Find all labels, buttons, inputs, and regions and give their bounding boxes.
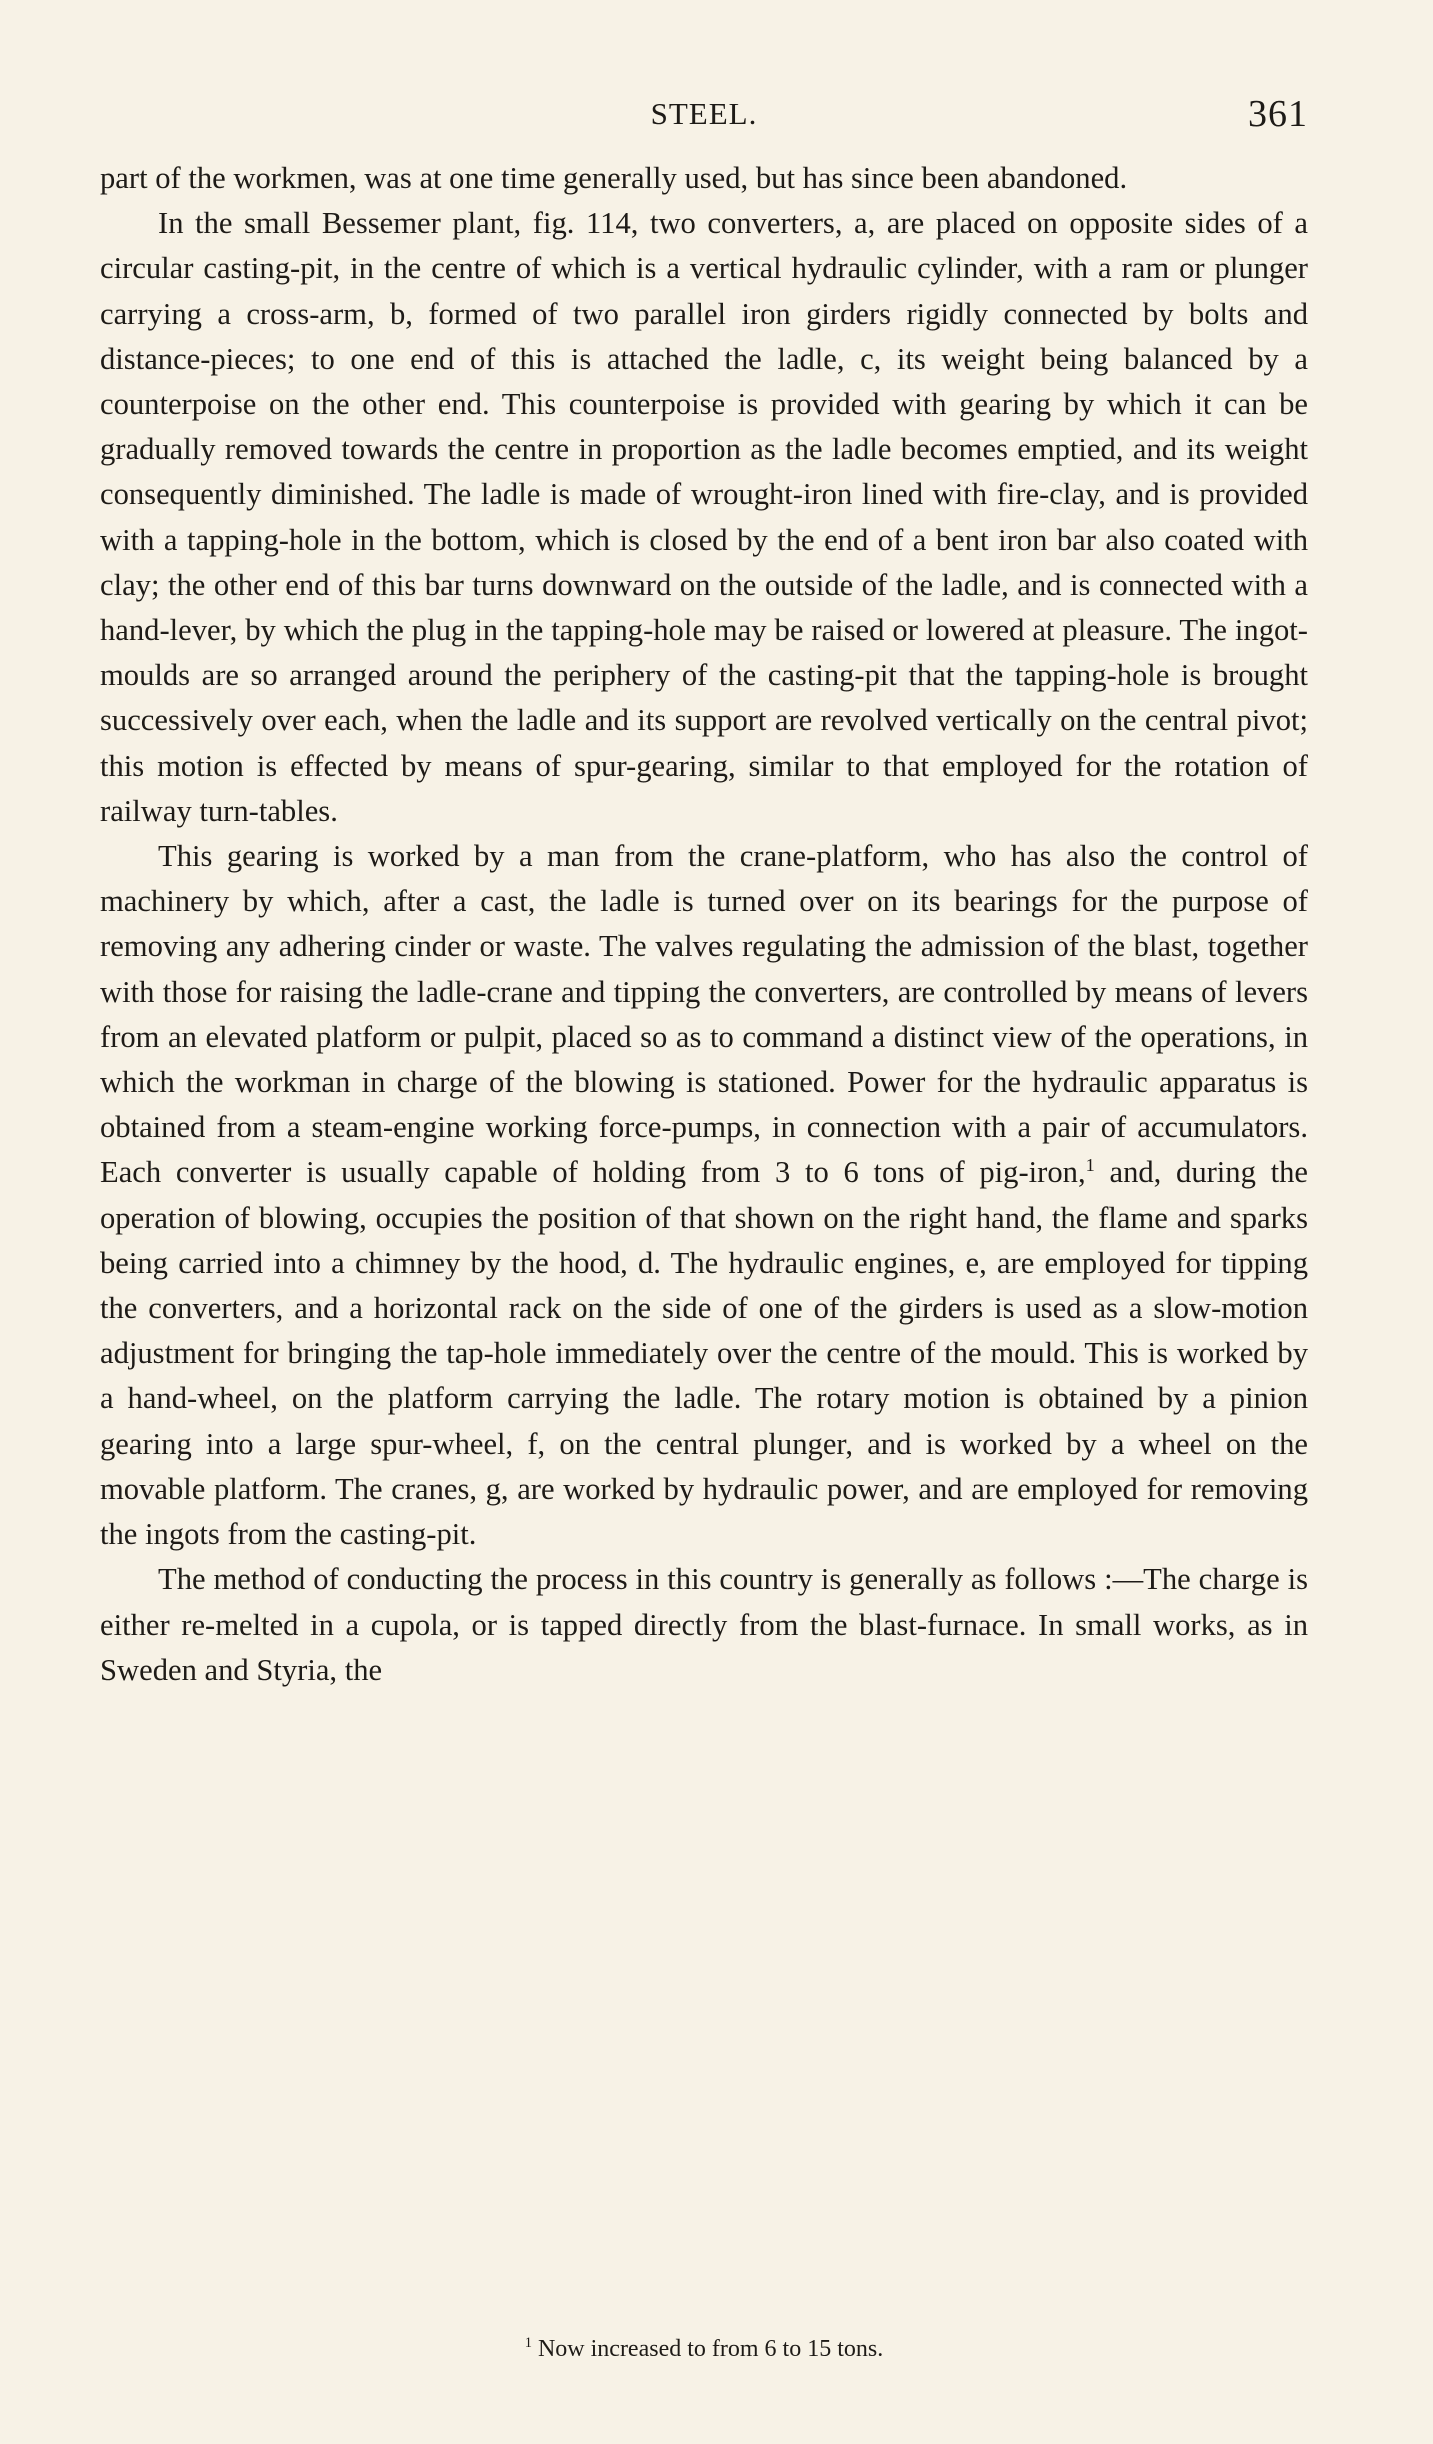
paragraph-gearing: [100, 834, 1308, 1557]
paragraph-gearing-part-1: This gearing is worked by a man from the crane-platform, who has also the control of machinery by which, after a cast, the ladle is turned over on its bearings for the purpose of removing any adhering cinder or waste. The valves regulating the admission of the blast, together with those for raising the ladle-crane and tipping the converters, are controlled by means of levers from an elevated platform or pulpit, placed so as to command a distinct view of the operations, in which the workman in charge of the blowing is stationed. Power for the hydraulic apparatus is obtained from a steam-engine working force-pumps, in connection with a pair of accumulators. Each converter is usually capable of holding from 3 to 6 tons of pig-iron,: [100, 839, 1308, 1190]
footnote-reference[interactable]: 1: [1085, 1155, 1095, 1176]
paragraph-gearing-part-2: and, during the operation of blowing, occupies the position of that shown on the right hand, the flame and sparks being carried into a chimney by the hood, d. The hydraulic engines, e, are employed for tipping the converters, and a horizontal rack on the side of one of the girders is used as a slow-motion adjustment for bringing the tap-hole immediately over the centre of the mould. This is worked by a hand-wheel, on the platform carrying the ladle. The rotary motion is obtained by a pinion gearing into a large spur-wheel, f, on the central plunger, and is worked by a wheel on the movable platform. The cranes, g, are worked by hydraulic power, and are employed for removing the ingots from the casting-pit.: [100, 1155, 1308, 1552]
running-title: STEEL.: [650, 96, 758, 131]
footnote: [100, 2336, 1308, 2363]
paragraph-continued: part of the workmen, was at one time generally used, but has since been abandoned.: [100, 161, 1128, 195]
footnote-marker: 1: [524, 2335, 532, 2351]
body-text: [100, 156, 1308, 1693]
page-number: 361: [1248, 93, 1308, 135]
paragraph-bessemer-plant: In the small Bessemer plant, fig. 114, two converters, a, are placed on opposite sides of a circular casting-pit, in the centre of which is a vertical hydraulic cylinder, with a ram or plunger carrying a cross-arm, b, formed of two parallel iron girders rigidly connected by bolts and distance-pieces; to one end of this is attached the ladle, c, its weight being balanced by a counterpoise on the other end. This counterpoise is provided with gearing by which it can be gradually removed towards the centre in proportion as the ladle becomes emptied, and its weight consequently diminished. The ladle is made of wrought-iron lined with fire-clay, and is provided with a tapping-hole in the bottom, which is closed by the end of a bent iron bar also coated with clay; the other end of this bar turns downward on the outside of the ladle, and is connected with a hand-lever, by which the plug in the tapping-hole may be raised or lowered at pleasure. The ingot-moulds are so arranged around the periphery of the casting-pit that the tapping-hole is brought successively over each, when the ladle and its support are revolved vertically on the central pivot; this motion is effected by means of spur-gearing, similar to that employed for the rotation of railway turn-tables.: [100, 206, 1308, 828]
paragraph-method: The method of conducting the process in this country is generally as follows :—The charge is either re-melted in a cupola, or is tapped directly from the blast-furnace. In small works, as in Sweden and Styria, the: [100, 1562, 1308, 1687]
book-page: [100, 93, 1308, 2362]
running-head: [100, 93, 1308, 156]
footnote-text: Now increased to from 6 to 15 tons.: [537, 2336, 884, 2362]
